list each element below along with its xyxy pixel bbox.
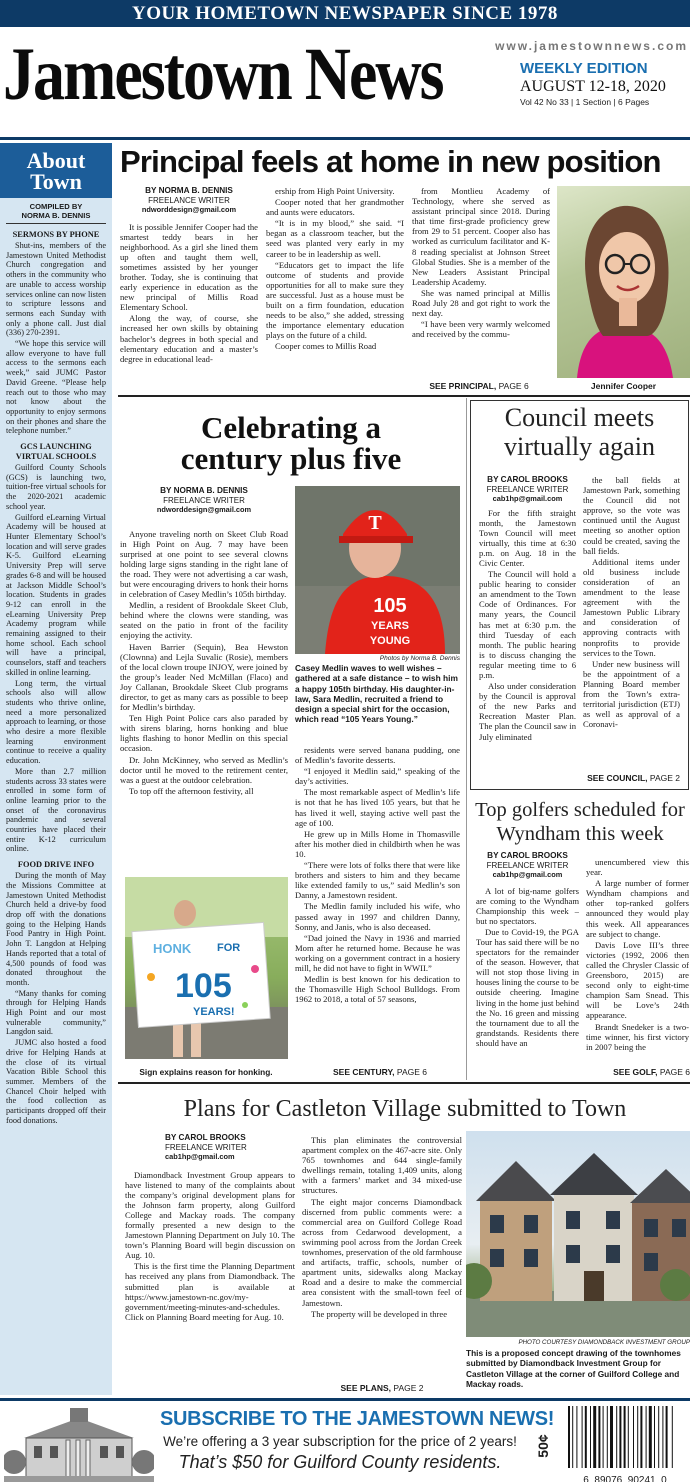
barcode — [562, 1406, 688, 1482]
paragraph: Cooper comes to Millis Road — [275, 341, 377, 352]
barcode-bar — [662, 1406, 663, 1468]
paragraph: A lot of big-name golfers are coming to the Wyndham Championship this week – but no spectators. — [476, 885, 579, 926]
subscribe-price-line: That’s $50 for Guilford County residents. — [178, 1452, 502, 1472]
paragraph: Dr. John McKinney, who served as Medlin’s doctor until he moved to the retirement center, was a guest at the outdoor celebration. — [120, 754, 288, 785]
barcode-bar — [582, 1406, 583, 1468]
sidebar-paragraph: More than 2.7 million students across 33 states were enrolled in some form of online learning prior to the onset of the coronavirus pandemic and several countries have placed their entire K-12 curriculum online. — [6, 766, 106, 854]
shirt-young: YOUNG — [369, 635, 411, 647]
paragraph: Brandt Snedeker is a two-time winner, his first victory in 2007 being the — [586, 1021, 689, 1052]
barcode-bar — [649, 1406, 652, 1468]
century-col1 — [120, 486, 288, 866]
barcode-bar — [568, 1406, 570, 1468]
paragraph: Along the way, of course, she increased her own skills by obtaining bachelor’s degrees in both special and elementary education and a master’s degree in educational lead- — [120, 313, 258, 364]
sidebar-paragraph: JUMC also hosted a food drive for Helping Hands at the close of its virtual Vacation Bible School this summer. Members of the Chancel Choir helped with the food collection as participants dropped off their food donations. — [6, 1038, 106, 1125]
about-town-title: About Town — [0, 143, 112, 198]
casey-medlin-photo — [295, 486, 460, 654]
barcode-bar — [633, 1406, 634, 1468]
century-divider — [466, 398, 467, 1080]
subscribe-headline[interactable]: SUBSCRIBE TO THE JAMESTOWN NEWS! — [160, 1408, 555, 1430]
see-principal-link[interactable]: SEE PRINCIPAL, PAGE 6 — [429, 381, 529, 391]
edition-label: WEEKLY EDITION — [520, 60, 648, 77]
paragraph: Anyone traveling north on Skeet Club Road in High Point on Aug. 7 may have been surprised at one point to see several clowns holding large signs standing in the right lane of the road. They were not advertising a car wash, but were encouraging drivers to honk their horns in celebration of Casey Medlin’s 105th birthday. — [120, 528, 288, 600]
barcode-bar — [637, 1406, 638, 1468]
paragraph: “Dad joined the Navy in 1936 and married Mom after he returned home. Because he was working on a government contract in a hosiery mill, he did not have to fight in WWII.” — [295, 932, 460, 973]
sidebar-paragraph: Guilford eLearning Virtual Academy will be housed at Hunter Elementary School’s location and will serve grades K-5. Guilford eLearning University Prep will serve grades 6-8 and will be housed at Jackson Middle School’s location. Students in grades 9-12 can enroll in the eLearning University Prep Academy program while remaining assigned to their home school. Each school will have a principal, counselors, staff and teachers skilled in online learning. — [6, 512, 106, 677]
paragraph: Due to Covid-19, the PGA Tour has said there will be no spectators for the remainder of the season. However, that will not stop those living in houses lining the course to be outside cheering. Imagine living in the home just behind the No. 16 green and missing the tournament due to all the grandstands. Residents there should have an — [476, 926, 579, 1048]
castleton-col1 — [125, 1133, 295, 1380]
barcode-bar — [672, 1406, 673, 1468]
barcode-bar — [654, 1406, 655, 1468]
paragraph: The eight major concerns Diamondback discerned from public comments were: a commercial area on Guilford College Road across from Cedarwood development, a swimming pool across from the Jordan Creek townhomes, preservation of the old farmhouse and artifacts, traffic, schools, number of apartment units, sidewalks along Mackay Road and a desire to make the commercial area consistent with the small-town feel of Jamestown. — [302, 1196, 462, 1308]
sidebar-paragraph: During the month of May the Missions Committee at Jamestown United Methodist Church held a drive-by food drop off with the donations going to the Helping Hands Food Pantry in High Point. John T. Langdon at Helping Hands reported that a total of 4,500 pounds of food was donated throughout the month. — [6, 871, 106, 987]
paragraph: Under new business will be the appointment of a Planning Board member from the Town’s extra-territorial jurisdiction (ETJ) as well as approval of a Coronavi- — [583, 658, 680, 730]
paragraph: “I enjoyed it Medlin said,” speaking of the day’s activities. — [295, 766, 460, 787]
paragraph: She was named principal at Millis Road July 28 and got right to work the next day. — [412, 287, 550, 319]
century-headline: Celebrating a century plus five — [180, 410, 402, 476]
castleton-townhomes-drawing — [466, 1131, 690, 1337]
barcode-bar — [598, 1406, 600, 1468]
masthead-title: Jamestown News — [3, 31, 443, 116]
sign-honk: HONK — [153, 941, 192, 956]
see-council-link[interactable]: SEE COUNCIL, PAGE 2 — [587, 773, 680, 783]
shirt-number: 105 — [373, 595, 407, 617]
edition-date: AUGUST 12-18, 2020 — [520, 78, 666, 95]
paragraph: Medlin, a resident of Brookdale Skeet Club, behind where the clowns were standing, was seated on the patio in front of the facility enjoying the activity. — [120, 600, 288, 641]
council-headline: Council meets virtually again — [504, 403, 655, 461]
sign-photo-caption: Sign explains reason for honking. — [139, 1067, 273, 1077]
century-photo-caption: Casey Medlin waves to well wishes – gathered at a safe distance – to wish him a happy 105th birthday. His daughter-in-law, Sara Medlin, recruited a friend to design a special shirt for the occasion, which read “105 Years Young.” — [295, 663, 458, 725]
paragraph: “Educators get to impact the life outcome of students and provide opportunities for all to make sure they are successful. Just as a house must be built on a firm foundation, education needs to be also,” she added, stressing the importance elementary education plays on the future of a child. — [266, 259, 404, 341]
barcode-number: 6 89076 90241 0 — [583, 1475, 667, 1482]
golf-headline: Top golfers scheduled for Wyndham this week — [475, 799, 685, 845]
paragraph: Additional items under old business include consideration of an amendment to the lease agreement with the Jamestown Public Library and consideration of approving contracts with nonprofits to provide services to the Town. — [583, 556, 680, 658]
cover-price: 50¢ — [535, 1434, 551, 1458]
sign-for: FOR — [217, 942, 241, 954]
paragraph: Ten High Point Police cars also paraded by with sirens blaring, horns honking and blue lights flashing to honor Medlin on this special occasion. — [120, 713, 288, 754]
footer-rule — [0, 1398, 690, 1401]
principal-bottom-rule — [118, 395, 690, 397]
paragraph: ership from High Point University. — [275, 186, 395, 196]
top-banner: YOUR HOMETOWN NEWSPAPER SINCE 1978 — [0, 0, 690, 27]
svg-text:T: T — [368, 512, 382, 534]
compiled-by: COMPILED BY NORMA B. DENNIS — [6, 202, 106, 224]
barcode-bar — [576, 1406, 577, 1468]
barcode-bar — [610, 1406, 613, 1468]
golf-col2 — [586, 857, 689, 1063]
barcode-bar — [607, 1406, 608, 1468]
barcode-bar — [619, 1406, 621, 1468]
cooper-photo-caption: Jennifer Cooper — [590, 381, 657, 391]
paragraph: It is possible Jennifer Cooper had the smartest teddy bears in her neighborhood. As a girl she lined them up often and taught them well, sometimes assisted by her younger brother. Today, she is continuing that early experience in education as the new principal of Millis Road Elementary School. — [120, 221, 258, 313]
barcode-bar — [640, 1406, 642, 1468]
paragraph: The property will be developed in three — [311, 1308, 448, 1319]
barcode-bar — [572, 1406, 573, 1468]
castleton-col2 — [302, 1135, 462, 1380]
castleton-photo-caption: This is a proposed concept drawing of the townhomes submitted by Diamondback Investment Group for Castleton Village at the corner of Guilford College and Mackay roads. — [466, 1348, 681, 1389]
paragraph: He grew up in Mills Home in Thomasville after his mother died in childbirth when he was 10. — [295, 828, 460, 859]
paragraph: Also under consideration by the Council is approval of the new Parks and Recreation Master Plan. The plan the Council saw in July eliminated — [479, 681, 576, 742]
barcode-bar — [624, 1406, 626, 1468]
subscribe-offer: We’re offering a 3 year subscription for the price of 2 years! — [163, 1434, 517, 1449]
century-photo-credit: Photos by Norma B. Dennis — [379, 655, 460, 662]
golf-col1 — [476, 851, 579, 1063]
town-hall-illustration — [4, 1404, 154, 1482]
century-col2 — [295, 745, 460, 1055]
see-golf-link[interactable]: SEE GOLF, PAGE 6 — [613, 1067, 690, 1077]
jennifer-cooper-photo — [557, 186, 690, 378]
barcode-bar — [603, 1406, 604, 1468]
barcode-bar — [590, 1406, 591, 1468]
sidebar-item-heading: SERMONS BY PHONE — [12, 230, 100, 239]
barcode-bar — [593, 1406, 596, 1468]
barcode-bar — [658, 1406, 659, 1468]
sign-number: 105 — [175, 967, 232, 1005]
sidebar-paragraph: Long term, the virtual schools also will allow students who thrive online, need a more personalized approach to learning, or those who desire a more flexible learning environment continue to receive a quality education. — [6, 678, 106, 766]
paragraph: “It is in my blood,” she said. “I began as a classroom teacher, but the seed was planted very early in my career to be in leadership as well. — [266, 218, 404, 259]
castleton-headline: Plans for Castleton Village submitted to Town — [183, 1096, 627, 1122]
paragraph: Diamondback Investment Group appears to have listened to many of the complaints about the company’s original development plans for the Johnson farm property, along Guilford College and Mackay roads. The company formally presented a new design to the Jamestown Planning Department on July 10. The town’s Planning Board will begin discussion on Aug. 10. — [125, 1169, 295, 1261]
shirt-years: YEARS — [371, 620, 409, 632]
see-century-link[interactable]: SEE CENTURY, PAGE 6 — [332, 1067, 427, 1077]
castleton-photo-credit: PHOTO COURTESY DIAMONDBACK INVESTMENT GROUP — [518, 1339, 690, 1346]
golf-bottom-rule — [118, 1082, 690, 1084]
paragraph: Haven Barrier (Sequin), Bea Hewston (Clownna) and Lejla Suvalic (Rosie), members of the local clown troupe INJOY, were joined by the group’s leader Ned McMillan (Flaco) and Joy Callanan, Brookdale Skeet Club programs director, to get as many cars as possible to beep for Medlin’s birthday. — [120, 641, 288, 713]
sidebar-paragraph: “We hope this service will allow everyone to have full access to the sermons each week,” said JUMC Pastor David Greene. “Please help reach out to those who may not know about the opportunity to enjoy sermons on their phones and share the telephone number.” — [6, 339, 106, 436]
paragraph: residents were served banana pudding, one of Medlin’s favorite desserts. — [295, 745, 460, 766]
paragraph: from Montlieu Academy of Technology, where she served as assistant principal since 2018. During that time first-grade proficiency grew from 29 to 51 percent. Cooper also has worked as curriculum facilitator and K-8 reading specialist at Johnson Street Global Studies. She is a member of the New Leaders Assistant Principal Leadership Academy. — [412, 186, 550, 287]
paragraph: This is the first time the Planning Department has received any plans from Diamondback. The submitted plan is available at https://www.jamestown-nc.gov/my-government/meeting-minutes-and-schedules. Click on Planning Board meeting for Aug. 10. — [125, 1261, 295, 1322]
sidebar-item-heading: FOOD DRIVE INFO — [17, 860, 95, 870]
sign-years: YEARS! — [193, 1006, 235, 1018]
paragraph: The most remarkable aspect of Medlin’s life is not that he has lived 105 years, but that he has lived it well, staying active well past the age of 100. — [295, 787, 460, 828]
sidebar-paragraph: “Many thanks for coming through for Helping Hands High Point and our most vulnerable community,” Langdon said. — [6, 988, 106, 1037]
castleton-byline: BY CAROL BROOKS FREELANCE WRITER cab1hp@gmail.com — [165, 1133, 247, 1161]
sidebar-paragraph: Shut-ins, members of the Jamestown United Methodist Church congregation and others in the community who are unable to access worship services online can now listen to scripture lessons and sermons each Sunday with only a phone call. Just dial (336) 270-2391. — [6, 241, 106, 338]
barcode-bar — [616, 1406, 617, 1468]
principal-body — [120, 186, 550, 378]
barcode-bar — [585, 1406, 587, 1468]
paragraph: To top off the afternoon festivity, all — [129, 785, 254, 796]
paragraph: This plan eliminates the controversial apartment complex on the 467-acre site. Only 765 townhomes and 644 single-family dwellings remain, totaling 1,409 units, along with a farmers’ market and 34 mixed-use structures. — [302, 1135, 462, 1196]
principal-byline: BY NORMA B. DENNIS FREELANCE WRITER ndworddesign@gmail.com — [141, 186, 237, 214]
golf-byline: BY CAROL BROOKS FREELANCE WRITER cab1hp@gmail.com — [486, 851, 569, 879]
issue-info: Vol 42 No 33 | 1 Section | 6 Pages — [520, 97, 650, 107]
barcode-bar — [646, 1406, 647, 1468]
council-box — [470, 400, 689, 790]
principal-headline: Principal feels at home in new position — [120, 144, 661, 179]
sidebar-item-heading: GCS LAUNCHING VIRTUAL SCHOOLS — [15, 442, 97, 462]
barcode-bar — [628, 1406, 629, 1468]
paragraph: For the fifth straight month, the Jamestown Town Council will meet virtually, this time at 6:30 p.m. on Aug. 18 in the Civic Center. — [479, 507, 576, 568]
see-plans-link[interactable]: SEE PLANS, PAGE 2 — [340, 1383, 424, 1393]
barcode-bar — [666, 1406, 668, 1468]
about-town-sidebar — [0, 143, 112, 1395]
paragraph: Cooper noted that her grandmother and aunts were educators. — [266, 197, 404, 218]
sidebar-paragraph: Guilford County Schools (GCS) is launching two, tuition-free virtual schools for the 2020-2021 academic school year. — [6, 463, 106, 511]
paragraph: Medlin is best known for his dedication to the Thomasville High School Bulldogs. From 1962 to 2018, a total of 57 seasons, — [295, 974, 460, 1005]
paragraph: Davis Love III’s three victories (1992, 2006 then called the Chrysler Classic of Greensboro, 2015) are second only to eight-time champion Sam Snead. This will be Love’s 24th appearance. — [586, 939, 689, 1021]
paragraph: “There were lots of folks there that were like brothers and sisters to him and they became like extended family to us,” said Medlin’s son Danny, a Jamestown resident. — [295, 860, 460, 901]
honk-sign-photo — [125, 877, 288, 1059]
paragraph: the ball fields at Jamestown Park, something the Council did not approve, so the vote was continued until the August meeting so another option could be created, saving the ball fields. — [583, 475, 680, 556]
website[interactable]: www.jamestownnews.com — [495, 39, 688, 53]
century-byline: BY NORMA B. DENNIS FREELANCE WRITER ndworddesign@gmail.com — [156, 486, 252, 514]
paragraph: A large number of former Wyndham champions and other top-ranked golfers announced they would play this week. All appearances are subject to change. — [586, 878, 689, 939]
council-byline: BY CAROL BROOKS FREELANCE WRITER cab1hp@gmail.com — [486, 475, 569, 503]
paragraph: unencumbered view this year. — [586, 857, 689, 878]
paragraph: The Council will hold a public hearing to consider an amendment to the Town Code of Ordinances. For many years, the Council has met at 6:30 p.m. the third Tuesday of each month. The public hearing is to discuss changing the regular meeting time to 6 p.m. — [479, 569, 576, 680]
paragraph: The Medlin family included his wife, who passed away in 1997 and children Danny, Sonny, and Janis, who is also deceased. — [295, 901, 460, 932]
paragraph: “I have been very warmly welcomed and received by the commu- — [412, 319, 550, 340]
